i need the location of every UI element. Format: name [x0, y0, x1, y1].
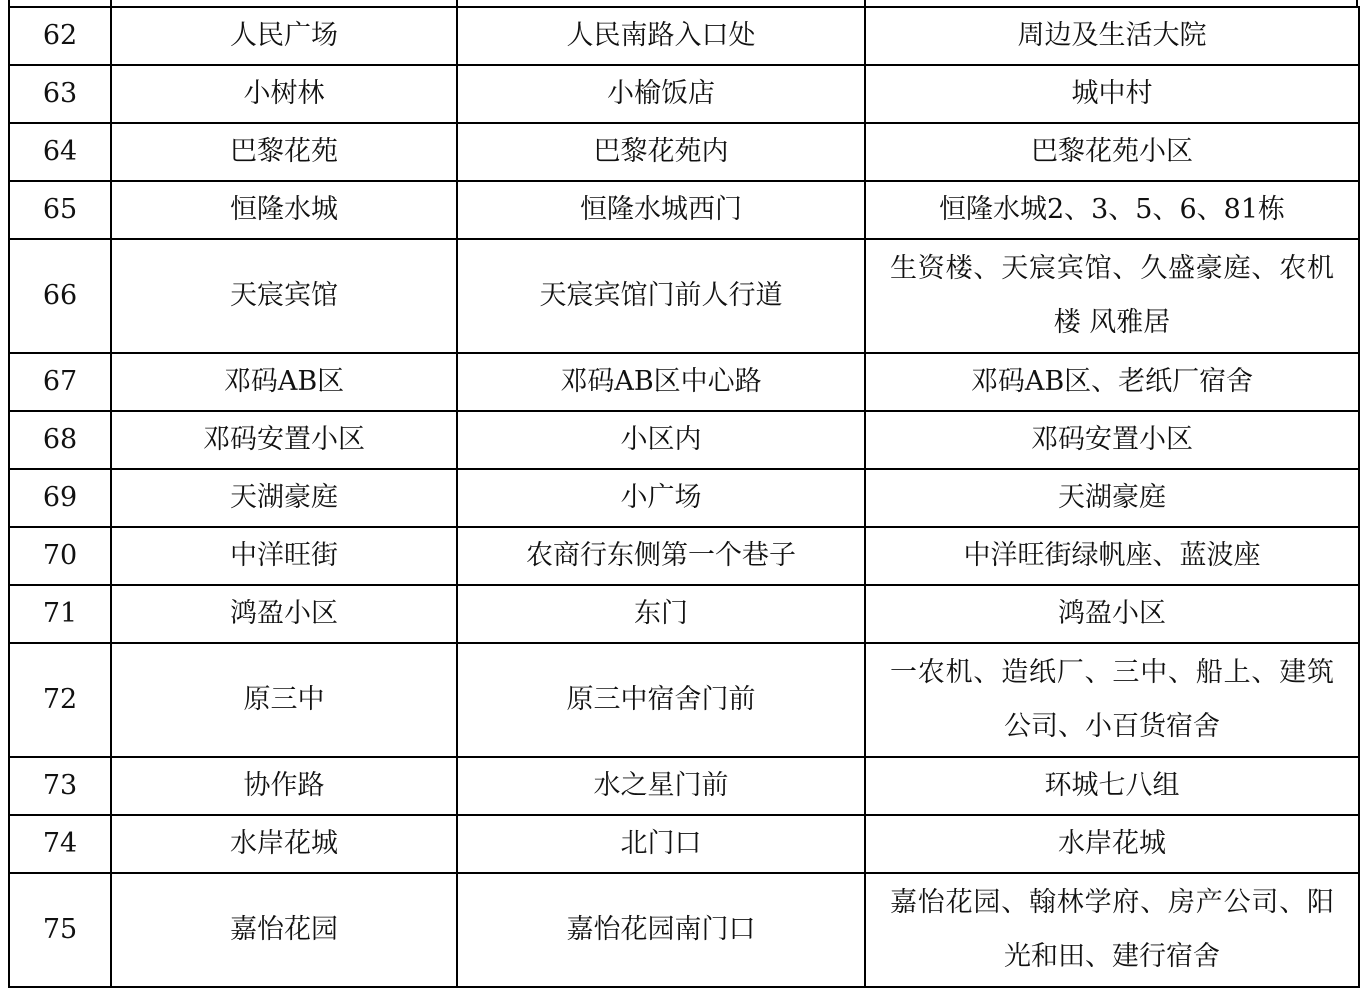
site-name-cell: 小树林 — [111, 65, 457, 123]
placement-location-cell: 小广场 — [457, 469, 865, 527]
row-number-cell: 63 — [9, 65, 111, 123]
table-row — [9, 469, 1359, 527]
placement-location-cell: 嘉怡花园南门口 — [457, 873, 865, 987]
site-name-cell: 邓码AB区 — [111, 353, 457, 411]
placement-location-cell: 水之星门前 — [457, 757, 865, 815]
table-row — [9, 585, 1359, 643]
table-row — [9, 411, 1359, 469]
table-row — [9, 123, 1359, 181]
site-name-cell: 中洋旺街 — [111, 527, 457, 585]
placement-location-cell: 东门 — [457, 585, 865, 643]
placement-location-cell: 小区内 — [457, 411, 865, 469]
row-number-cell: 65 — [9, 181, 111, 239]
service-area-cell: 恒隆水城2、3、5、6、81栋 — [865, 181, 1359, 239]
site-name-cell: 原三中 — [111, 643, 457, 757]
service-area-cell: 中洋旺街绿帆座、蓝波座 — [865, 527, 1359, 585]
service-area-cell: 邓码安置小区 — [865, 411, 1359, 469]
table-row — [9, 643, 1359, 757]
service-area-cell: 鸿盈小区 — [865, 585, 1359, 643]
site-name-cell: 嘉怡花园 — [111, 873, 457, 987]
service-area-cell: 环城七八组 — [865, 757, 1359, 815]
table-row — [9, 239, 1359, 353]
site-name-cell: 天湖豪庭 — [111, 469, 457, 527]
table-row — [9, 815, 1359, 873]
service-area-cell: 城中村 — [865, 65, 1359, 123]
placement-location-cell: 人民南路入口处 — [457, 7, 865, 65]
table-row — [9, 65, 1359, 123]
site-name-cell: 人民广场 — [111, 7, 457, 65]
service-area-cell: 巴黎花苑小区 — [865, 123, 1359, 181]
service-area-cell: 邓码AB区、老纸厂宿舍 — [865, 353, 1359, 411]
service-area-cell: 嘉怡花园、翰林学府、房产公司、阳光和田、建行宿舍 — [865, 873, 1359, 987]
site-name-cell: 鸿盈小区 — [111, 585, 457, 643]
placement-location-cell: 天宸宾馆门前人行道 — [457, 239, 865, 353]
placement-location-cell: 邓码AB区中心路 — [457, 353, 865, 411]
site-name-cell: 协作路 — [111, 757, 457, 815]
table-row — [9, 7, 1359, 65]
row-number-cell: 68 — [9, 411, 111, 469]
service-area-cell: 生资楼、天宸宾馆、久盛豪庭、农机楼 风雅居 — [865, 239, 1359, 353]
table-row — [9, 757, 1359, 815]
placement-location-cell: 农商行东侧第一个巷子 — [457, 527, 865, 585]
placement-location-cell: 原三中宿舍门前 — [457, 643, 865, 757]
table-row — [9, 181, 1359, 239]
site-name-cell: 恒隆水城 — [111, 181, 457, 239]
row-number-cell: 66 — [9, 239, 111, 353]
service-area-cell: 一农机、造纸厂、三中、船上、建筑公司、小百货宿舍 — [865, 643, 1359, 757]
row-number-cell: 62 — [9, 7, 111, 65]
table-row — [9, 353, 1359, 411]
row-number-cell: 69 — [9, 469, 111, 527]
row-number-cell: 74 — [9, 815, 111, 873]
row-number-cell: 72 — [9, 643, 111, 757]
row-number-cell: 73 — [9, 757, 111, 815]
service-area-cell: 周边及生活大院 — [865, 7, 1359, 65]
site-name-cell: 巴黎花苑 — [111, 123, 457, 181]
row-number-cell: 70 — [9, 527, 111, 585]
row-number-cell: 67 — [9, 353, 111, 411]
row-number-cell: 64 — [9, 123, 111, 181]
table-body — [9, 7, 1359, 987]
location-table — [8, 6, 1360, 988]
site-name-cell: 天宸宾馆 — [111, 239, 457, 353]
table-row — [9, 527, 1359, 585]
site-name-cell: 邓码安置小区 — [111, 411, 457, 469]
placement-location-cell: 北门口 — [457, 815, 865, 873]
row-number-cell: 75 — [9, 873, 111, 987]
row-number-cell: 71 — [9, 585, 111, 643]
service-area-cell: 天湖豪庭 — [865, 469, 1359, 527]
placement-location-cell: 巴黎花苑内 — [457, 123, 865, 181]
site-name-cell: 水岸花城 — [111, 815, 457, 873]
placement-location-cell: 小榆饭店 — [457, 65, 865, 123]
table-row — [9, 873, 1359, 987]
service-area-cell: 水岸花城 — [865, 815, 1359, 873]
placement-location-cell: 恒隆水城西门 — [457, 181, 865, 239]
